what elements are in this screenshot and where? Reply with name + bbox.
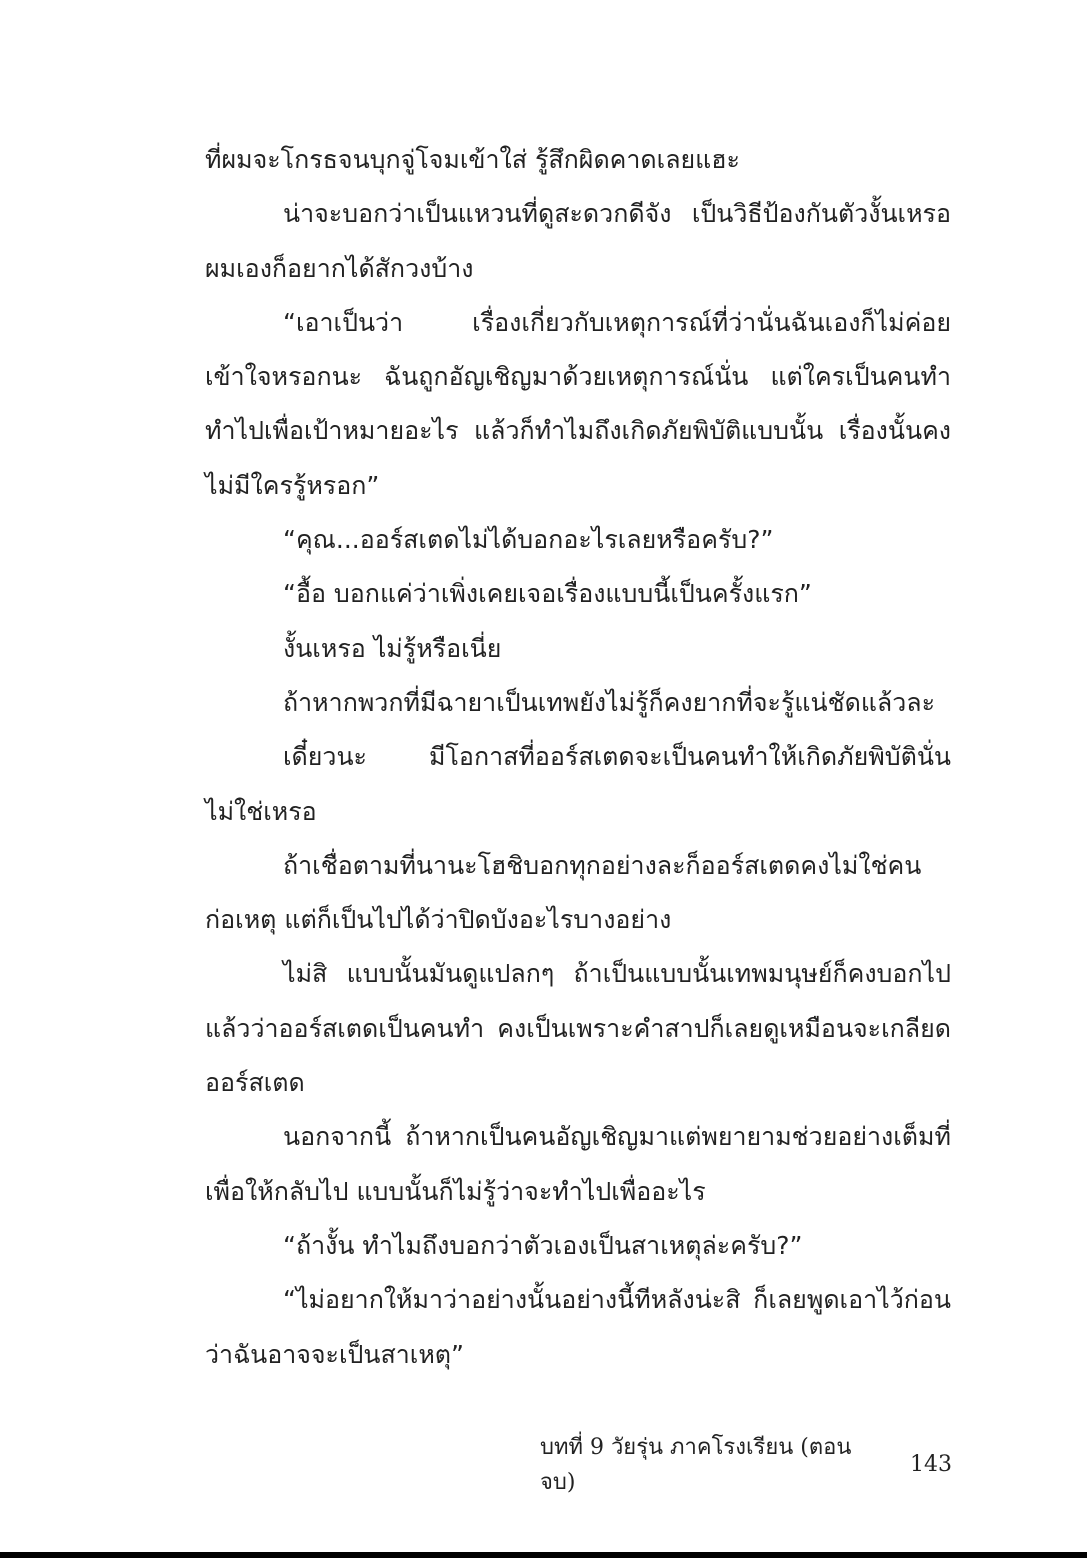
chapter-title: บทที่ 9 วัยรุ่น ภาคโรงเรียน (ตอนจบ)	[540, 1435, 852, 1495]
paragraph: “ถ้างั้น ทำไมถึงบอกว่าตัวเองเป็นสาเหตุล่ะครับ?”	[283, 1230, 803, 1260]
body-text	[205, 133, 951, 1382]
paragraph: “ไม่อยากให้มาว่าอย่างนั้นอย่างนี้ทีหลังน่ะสิ ก็เลยพูดเอาไว้ก่อนว่าฉันอาจจะเป็นสาเหตุ”	[205, 1285, 951, 1369]
paragraph: น่าจะบอกว่าเป็นแหวนที่ดูสะดวกดีจัง เป็นวิธีป้องกันตัวงั้นเหรอ ผมเองก็อยากได้สักวงบ้าง	[205, 199, 951, 283]
page-footer	[540, 1435, 952, 1495]
paragraph: นอกจากนี้ ถ้าหากเป็นคนอัญเชิญมาแต่พยายามช่วยอย่างเต็มที่เพื่อให้กลับไป แบบนั้นก็ไม่รู้ว่าจะทำไปเพื่ออะไร	[205, 1122, 951, 1206]
paragraph: “อื้อ บอกแค่ว่าเพิ่งเคยเจอเรื่องแบบนี้เป็นครั้งแรก”	[283, 579, 812, 609]
bottom-border	[0, 1552, 1087, 1558]
page-number: 143	[910, 1451, 952, 1477]
paragraph: ถ้าเชื่อตามที่นานะโฮชิบอกทุกอย่างละก็ออร์สเตดคงไม่ใช่คนก่อเหตุ แต่ก็เป็นไปได้ว่าปิดบังอะไรบางอย่าง	[205, 850, 922, 935]
paragraph: เดี๋ยวนะ มีโอกาสที่ออร์สเตดจะเป็นคนทำให้เกิดภัยพิบัตินั่นไม่ใช่เหรอ	[205, 742, 951, 826]
paragraph: “เอาเป็นว่า เรื่องเกี่ยวกับเหตุการณ์ที่ว่านั่นฉันเองก็ไม่ค่อยเข้าใจหรอกนะ ฉันถูกอัญเชิญมาด้วยเหตุการณ์นั่น แต่ใครเป็นคนทำ ทำไปเพื่อเป้าหมายอะไร แล้วก็ทำไมถึงเกิดภัยพิบัติแบบนั้น เรื่องนั้นคงไม่มีใครรู้หรอก”	[205, 307, 951, 500]
paragraph: งั้นเหรอ ไม่รู้หรือเนี่ย	[283, 633, 502, 663]
paragraph: ที่ผมจะโกรธจนบุกจู่โจมเข้าใส่ รู้สึกผิดคาดเลยแฮะ	[205, 145, 740, 174]
paragraph: ถ้าหากพวกที่มีฉายาเป็นเทพยังไม่รู้ก็คงยากที่จะรู้แน่ชัดแล้วละ	[283, 687, 936, 717]
paragraph: ไม่สิ แบบนั้นมันดูแปลกๆ ถ้าเป็นแบบนั้นเทพมนุษย์ก็คงบอกไปแล้วว่าออร์สเตดเป็นคนทำ คงเป็นเพราะคำสาปก็เลยดูเหมือนจะเกลียดออร์สเตด	[205, 959, 951, 1098]
paragraph: “คุณ...ออร์สเตดไม่ได้บอกอะไรเลยหรือครับ?”	[283, 525, 774, 555]
